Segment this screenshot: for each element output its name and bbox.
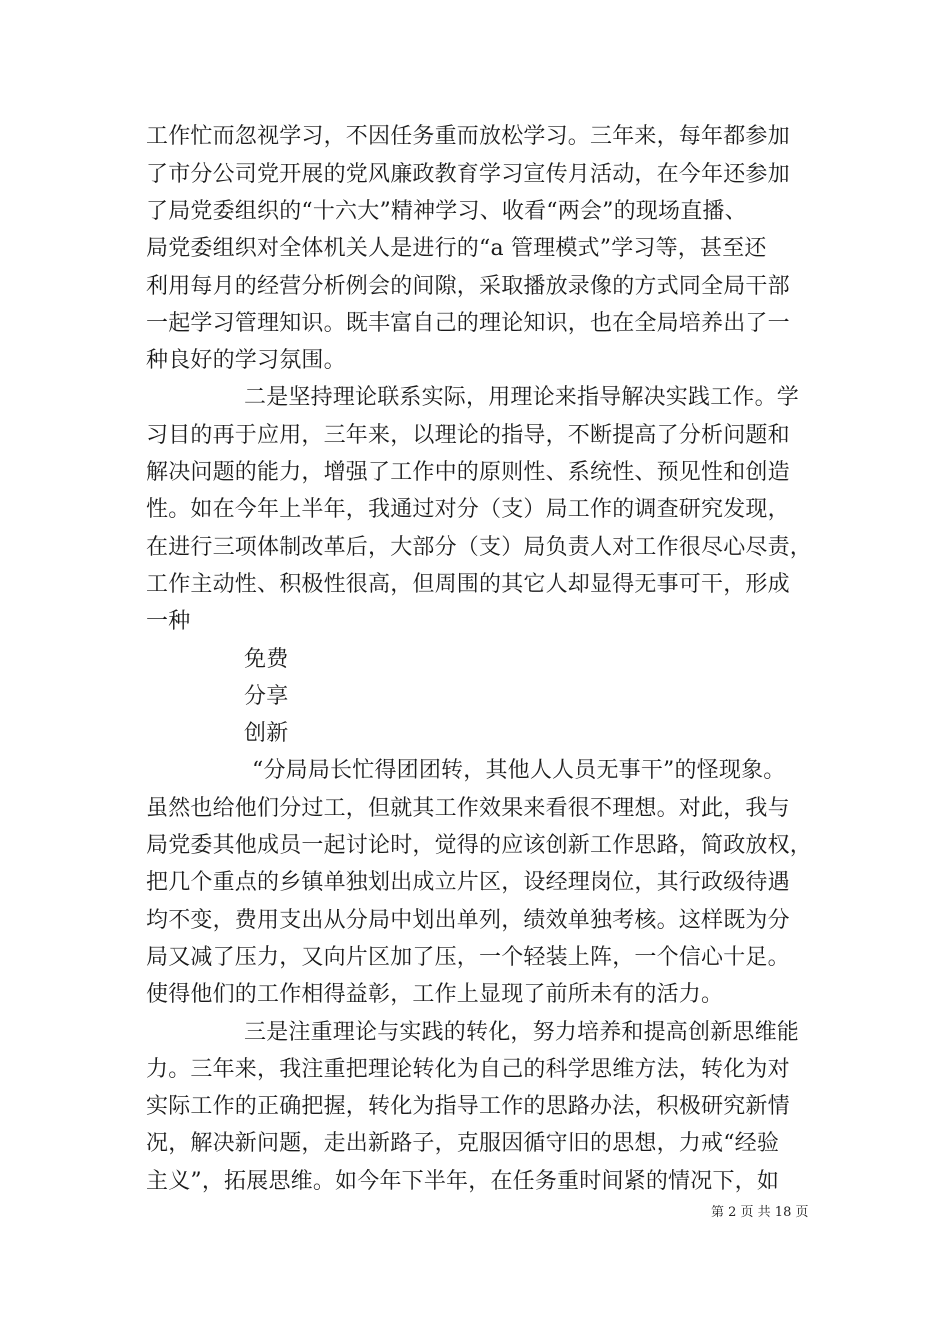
paragraph-2-line-4: 性。如在今年上半年，我通过对分（支）局工作的调查研究发现， <box>146 497 790 522</box>
paragraph-2-line-7: 一种 <box>146 609 191 634</box>
paragraph-2-line-1: 二是坚持理论联系实际，用理论来指导解决实践工作。学 <box>244 385 800 410</box>
paragraph-1-line-7: 种良好的学习氛围。 <box>146 348 346 373</box>
page-number: 第 2 页 共 18 页 <box>711 1205 809 1220</box>
paragraph-3-line-4: 把几个重点的乡镇单独划出成立片区，设经理岗位，其行政级待遇 <box>146 870 790 895</box>
paragraph-4-line-3: 实际工作的正确把握，转化为指导工作的思路办法，积极研究新情 <box>146 1094 790 1119</box>
paragraph-1-line-1: 工作忙而忽视学习，不因任务重而放松学习。三年来，每年都参加 <box>146 124 790 149</box>
paragraph-2-line-3: 解决问题的能力，增强了工作中的原则性、系统性、预见性和创造 <box>146 460 790 485</box>
paragraph-1-line-6: 一起学习管理知识。既丰富自己的理论知识，也在全局培养出了一 <box>146 311 790 336</box>
watermark-line-1: 免费 <box>244 647 289 672</box>
paragraph-3-line-5: 均不变，费用支出从分局中划出单列，绩效单独考核。这样既为分 <box>146 908 790 933</box>
paragraph-3-line-7: 使得他们的工作相得益彰，工作上显现了前所未有的活力。 <box>146 982 724 1007</box>
paragraph-2-line-5: 在进行三项体制改革后，大部分（支）局负责人对工作很尽心尽责， <box>146 535 813 560</box>
paragraph-3-line-6: 局又减了压力，又向片区加了压，一个轻装上阵，一个信心十足。 <box>146 945 790 970</box>
paragraph-1-line-5: 利用每月的经营分析例会的间隙，采取播放录像的方式同全局干部 <box>146 274 790 299</box>
paragraph-3-line-1: “分局局长忙得团团转，其他人人员无事干”的怪现象。 <box>252 758 786 783</box>
paragraph-2-line-2: 习目的再于应用，三年来，以理论的指导，不断提高了分析问题和 <box>146 423 790 448</box>
paragraph-1-line-4: 局党委组织对全体机关人是进行的“a 管理模式”学习等，甚至还 <box>146 236 767 261</box>
paragraph-3-line-3: 局党委其他成员一起讨论时，觉得的应该创新工作思路，简政放权， <box>146 833 813 858</box>
paragraph-4-line-1: 三是注重理论与实践的转化，努力培养和提高创新思维能 <box>244 1020 800 1045</box>
paragraph-4-line-2: 力。三年来，我注重把理论转化为自己的科学思维方法，转化为对 <box>146 1057 790 1082</box>
paragraph-1-line-2: 了市分公司党开展的党风廉政教育学习宣传月活动，在今年还参加 <box>146 162 790 187</box>
paragraph-4-line-5: 主义”，拓展思维。如今年下半年，在任务重时间紧的情况下，如 <box>146 1169 780 1194</box>
paragraph-3-line-2: 虽然也给他们分过工，但就其工作效果来看很不理想。对此，我与 <box>146 796 790 821</box>
watermark-line-3: 创新 <box>244 721 289 746</box>
paragraph-2-line-6: 工作主动性、积极性很高，但周围的其它人却显得无事可干，形成 <box>146 572 790 597</box>
paragraph-1-line-3: 了局党委组织的“十六大”精神学习、收看“两会”的现场直播、 <box>146 199 747 224</box>
paragraph-4-line-4: 况，解决新问题，走出新路子，克服因循守旧的思想，力戒“经验 <box>146 1131 780 1156</box>
watermark-line-2: 分享 <box>244 684 289 709</box>
